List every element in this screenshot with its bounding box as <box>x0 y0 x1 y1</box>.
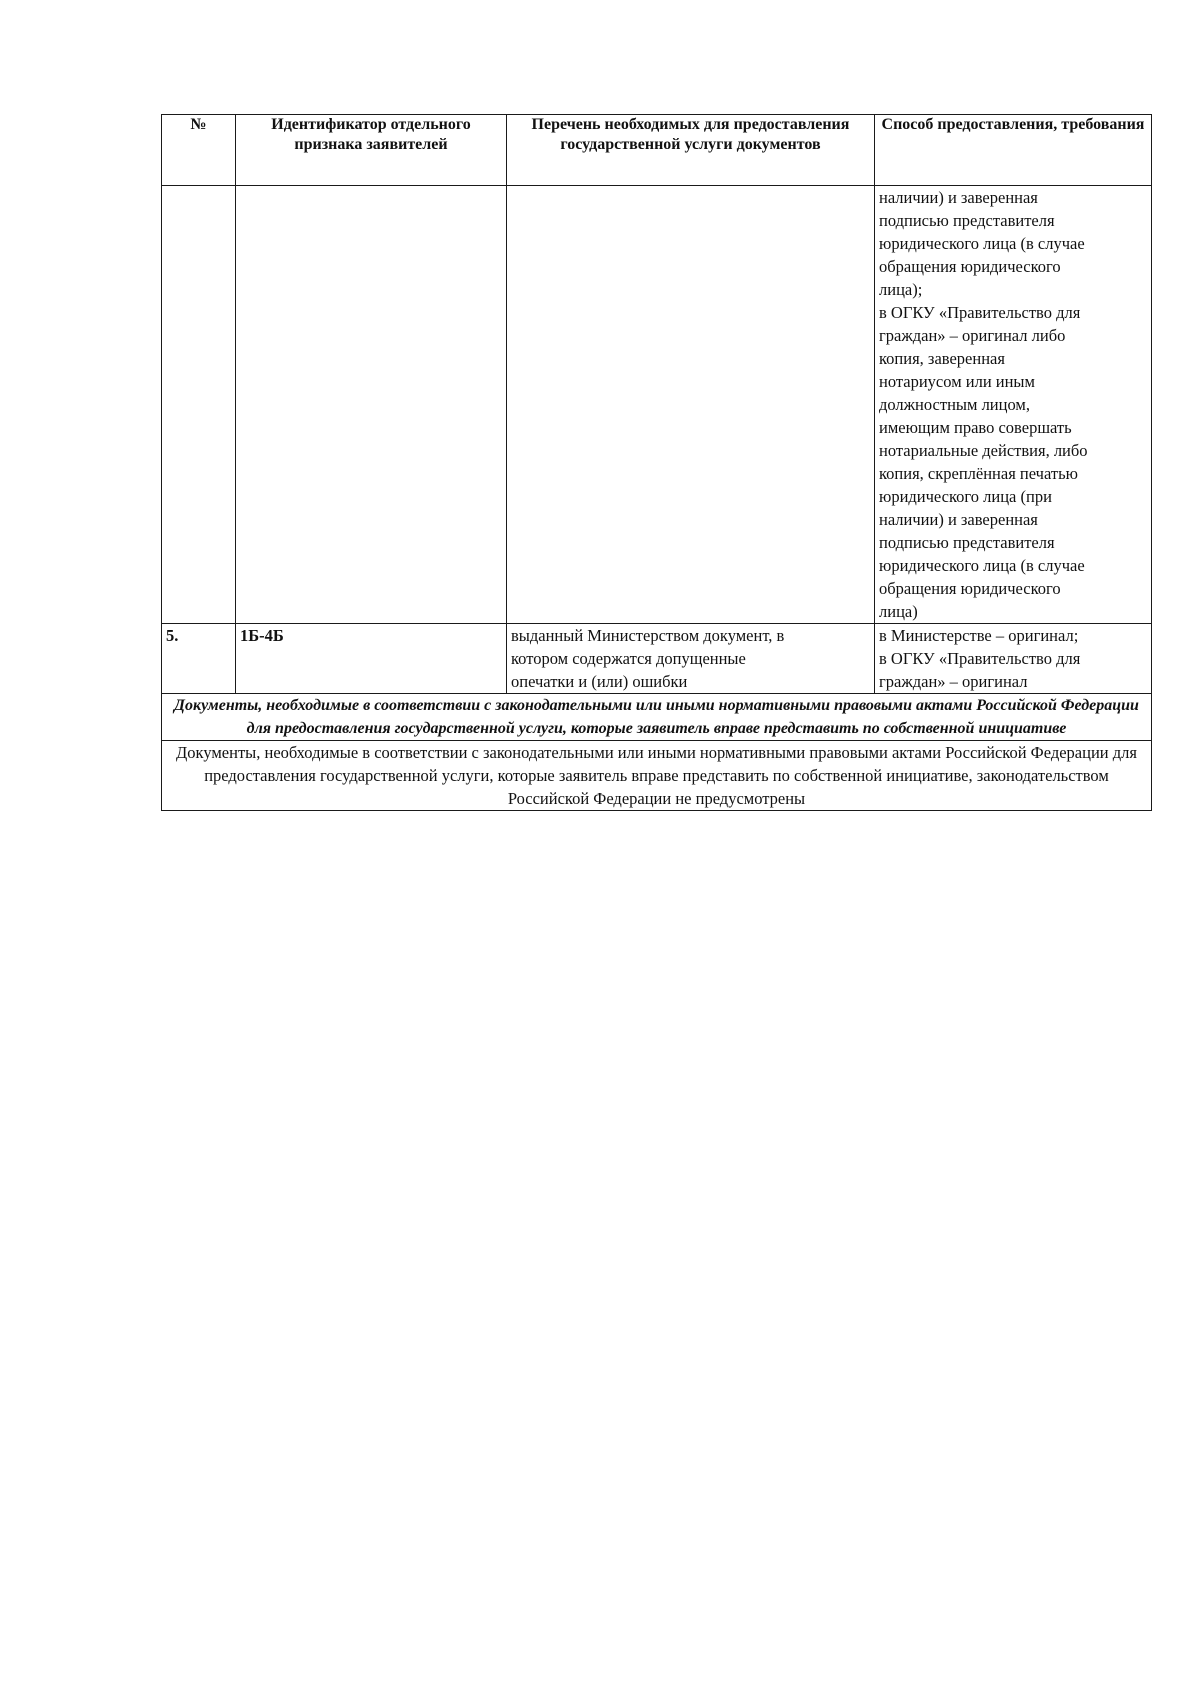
header-documents: Перечень необходимых для предоставления государственной услуги документов <box>507 115 875 186</box>
row-5-number: 5. <box>162 624 236 694</box>
section-heading: Документы, необходимые в соответствии с законодательными или иными нормативными правовыми актами Российской Федерации для предоставления государственной услуги, которые заявитель вправе представить по собственной инициативе <box>162 694 1152 741</box>
row-5-method: в Министерстве – оригинал; в ОГКУ «Правительство для граждан» – оригинал <box>875 624 1152 694</box>
table-row-continued <box>162 186 1152 624</box>
row-5-documents: выданный Министерством документ, в котором содержатся допущенные опечатки и (или) ошибки <box>507 624 875 694</box>
header-identifier: Идентификатор отдельного признака заявителей <box>236 115 507 186</box>
section-heading-row <box>162 694 1152 741</box>
section-note-row <box>162 741 1152 811</box>
table-row-5 <box>162 624 1152 694</box>
requirements-table <box>161 114 1152 811</box>
continued-method-cell: наличии) и заверенная подписью представителя юридического лица (в случае обращения юридического лица); в ОГКУ «Правительство для граждан» – оригинал либо копия, заверенная нотариусом или иным должностным лицом, имеющим право совершать нотариальные действия, либо копия, скреплённая печатью юридического лица (при наличии) и заверенная подписью представителя юридического лица (в случае обращения юридического лица) <box>875 186 1152 624</box>
section-note: Документы, необходимые в соответствии с законодательными или иными нормативными правовыми актами Российской Федерации для предоставления государственной услуги, которые заявитель вправе представить по собственной инициативе, законодательством Российской Федерации не предусмотрены <box>162 741 1152 811</box>
continued-documents-cell <box>507 186 875 624</box>
header-number: № <box>162 115 236 186</box>
table-header-row <box>162 115 1152 186</box>
continued-identifier-cell <box>236 186 507 624</box>
row-5-identifier: 1Б-4Б <box>236 624 507 694</box>
header-method: Способ предоставления, требования <box>875 115 1152 186</box>
continued-number-cell <box>162 186 236 624</box>
